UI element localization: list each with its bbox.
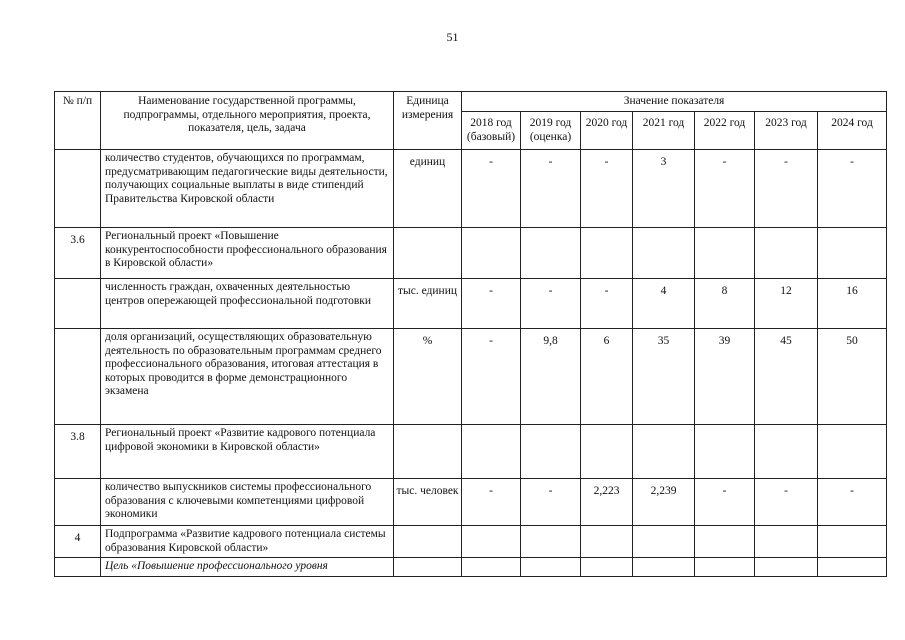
table-row (55, 150, 887, 228)
row-value: 3 (633, 150, 695, 228)
header-year: 2018 год (базовый) (462, 112, 521, 150)
row-value (521, 228, 581, 279)
row-value: - (581, 150, 633, 228)
row-value: - (695, 479, 755, 526)
row-value (633, 425, 695, 479)
row-name: количество студентов, обучающихся по программам, предусматривающим педагогические виды деятельности, получающих социальные выплаты в виде стипендий Правительства Кировской области (101, 150, 394, 228)
row-value (818, 558, 887, 577)
row-value: 12 (755, 279, 818, 329)
row-value (755, 526, 818, 558)
row-value (695, 425, 755, 479)
header-year: 2019 год (оценка) (521, 112, 581, 150)
row-value (633, 228, 695, 279)
row-value (581, 228, 633, 279)
row-value: 16 (818, 279, 887, 329)
row-value: - (462, 479, 521, 526)
row-value (755, 425, 818, 479)
row-value (521, 526, 581, 558)
row-name: Региональный проект «Развитие кадрового потенциала цифровой экономики в Кировской области» (101, 425, 394, 479)
row-value (695, 526, 755, 558)
row-value (633, 526, 695, 558)
header-year: 2023 год (755, 112, 818, 150)
row-number (55, 329, 101, 425)
row-value (581, 425, 633, 479)
row-value: 4 (633, 279, 695, 329)
row-value: - (521, 279, 581, 329)
row-value (755, 558, 818, 577)
table-row (55, 558, 887, 577)
row-unit (394, 228, 462, 279)
header-name: Наименование государственной программы, подпрограммы, отдельного мероприятия, проекта, показателя, цель, задача (101, 92, 394, 150)
row-value: - (755, 150, 818, 228)
row-value (633, 558, 695, 577)
table-row (55, 526, 887, 558)
row-value: - (521, 479, 581, 526)
row-unit (394, 526, 462, 558)
row-value: 45 (755, 329, 818, 425)
row-unit: единиц (394, 150, 462, 228)
header-year: 2022 год (695, 112, 755, 150)
row-number (55, 558, 101, 577)
row-number (55, 479, 101, 526)
table-row (55, 228, 887, 279)
row-unit (394, 425, 462, 479)
header-values-group: Значение показателя (462, 92, 887, 112)
row-value (521, 558, 581, 577)
row-value (581, 558, 633, 577)
row-value: - (462, 150, 521, 228)
row-value (818, 228, 887, 279)
page-number: 51 (446, 30, 459, 44)
row-value (521, 425, 581, 479)
header-year: 2024 год (818, 112, 887, 150)
row-value: - (462, 279, 521, 329)
row-value: 39 (695, 329, 755, 425)
row-name: Подпрограмма «Развитие кадрового потенциала системы образования Кировской области» (101, 526, 394, 558)
row-number: 3.6 (55, 228, 101, 279)
row-unit: % (394, 329, 462, 425)
row-value: 50 (818, 329, 887, 425)
row-name: Региональный проект «Повышение конкурентоспособности профессионального образования в Кировской области» (101, 228, 394, 279)
row-value: 9,8 (521, 329, 581, 425)
table-row (55, 279, 887, 329)
header-year: 2021 год (633, 112, 695, 150)
row-number: 4 (55, 526, 101, 558)
row-value: 2,239 (633, 479, 695, 526)
row-value: 35 (633, 329, 695, 425)
row-value (695, 228, 755, 279)
row-number (55, 150, 101, 228)
row-number (55, 279, 101, 329)
row-value (581, 526, 633, 558)
row-value (695, 558, 755, 577)
row-value (818, 526, 887, 558)
row-value (818, 425, 887, 479)
row-unit: тыс. единиц (394, 279, 462, 329)
row-value (462, 425, 521, 479)
row-value (462, 526, 521, 558)
row-value (462, 558, 521, 577)
row-unit (394, 558, 462, 577)
table-row (55, 479, 887, 526)
row-value: 8 (695, 279, 755, 329)
row-value: - (521, 150, 581, 228)
header-year: 2020 год (581, 112, 633, 150)
table-row (55, 329, 887, 425)
row-name: количество выпускников системы профессионального образования с ключевыми компетенциями цифровой экономики (101, 479, 394, 526)
row-value: - (818, 479, 887, 526)
row-value (462, 228, 521, 279)
row-value: 6 (581, 329, 633, 425)
row-value: - (462, 329, 521, 425)
row-value: 2,223 (581, 479, 633, 526)
row-value: - (755, 479, 818, 526)
row-value: - (695, 150, 755, 228)
row-name: доля организаций, осуществляющих образовательную деятельность по образовательным программам среднего профессионального образования, итоговая аттестация в которых проводится в форме демонстрационного экзамена (101, 329, 394, 425)
indicators-table (54, 91, 887, 577)
row-unit: тыс. человек (394, 479, 462, 526)
header-unit: Единица измерения (394, 92, 462, 150)
row-value: - (581, 279, 633, 329)
row-value: - (818, 150, 887, 228)
table-row (55, 425, 887, 479)
row-value (755, 228, 818, 279)
row-name: Цель «Повышение профессионального уровня (101, 558, 394, 577)
row-name: численность граждан, охваченных деятельностью центров опережающей профессиональной подготовки (101, 279, 394, 329)
header-num: № п/п (55, 92, 101, 150)
row-number: 3.8 (55, 425, 101, 479)
